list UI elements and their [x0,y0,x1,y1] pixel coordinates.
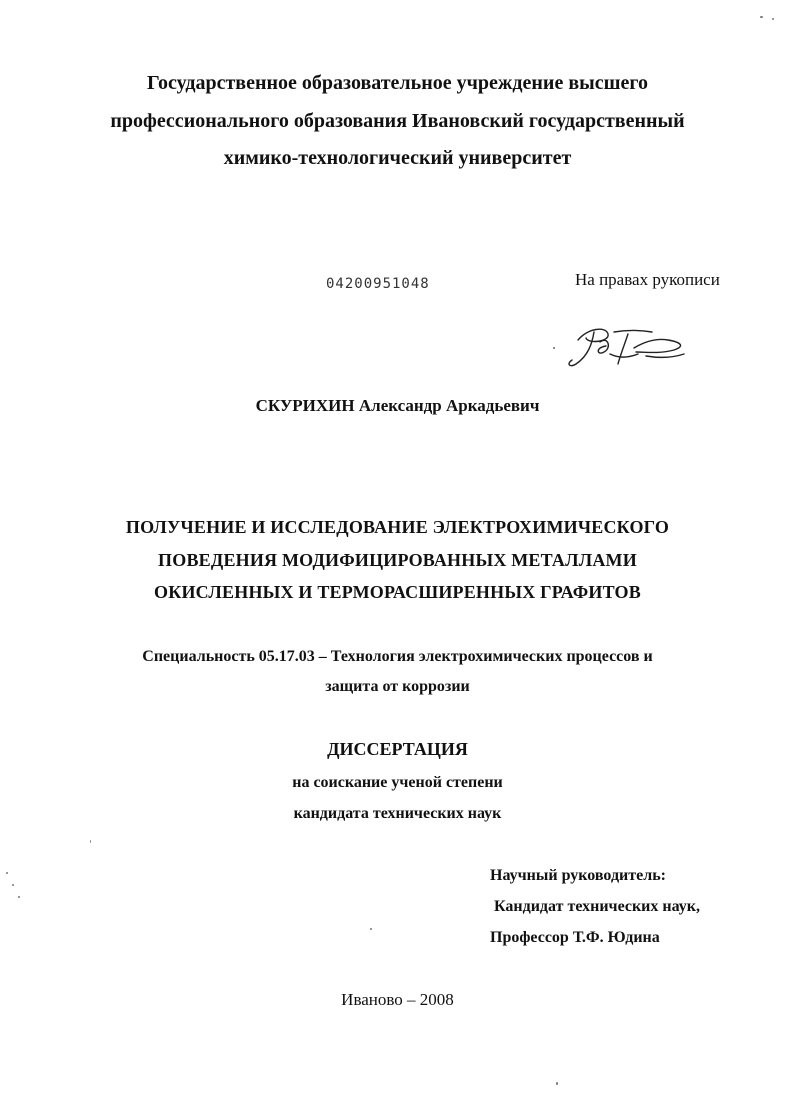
specialty-line-2: защита от коррозии [325,678,470,695]
thesis-title-line-3: ОКИСЛЕННЫХ И ТЕРМОРАСШИРЕННЫХ ГРАФИТОВ [154,582,641,602]
institution-line-1: Государственное образовательное учреждение высшего [147,72,648,94]
rights-note: На правах рукописи [575,270,720,289]
thesis-title-line-1: ПОЛУЧЕНИЕ И ИССЛЕДОВАНИЕ ЭЛЕКТРОХИМИЧЕСКОГО [125,517,670,537]
specialty-line-1: Специальность 05.17.03 – Технология электрохимических процессов и [142,648,653,665]
document-type: ДИССЕРТАЦИЯ [327,739,468,759]
scan-speck [556,1082,558,1085]
institution-line-2: профессионального образования Ивановский государственный [110,110,685,132]
signature-icon [548,318,698,378]
scan-speck [370,928,372,930]
degree-line-2: кандидата технических наук [293,805,502,822]
degree-line-1: на соискание ученой степени [292,774,503,791]
scan-speck [760,16,763,18]
author-name: СКУРИХИН Александр Аркадьевич [255,396,540,415]
scan-speck [772,18,774,20]
scan-speck [6,872,8,874]
advisor-label: Научный руководитель: [490,867,666,884]
city-year: Иваново – 2008 [341,990,454,1009]
advisor-degree: Кандидат технических наук, [494,898,701,915]
thesis-title-line-2: ПОВЕДЕНИЯ МОДИФИЦИРОВАННЫХ МЕТАЛЛАМИ [158,550,637,570]
barcode-number: 04200951048 [326,276,430,292]
scan-speck [12,884,14,886]
advisor-name: Профессор Т.Ф. Юдина [490,929,660,946]
institution-line-3: химико-технологический университет [223,147,572,169]
scan-speck [90,840,91,843]
scan-speck [18,896,20,898]
